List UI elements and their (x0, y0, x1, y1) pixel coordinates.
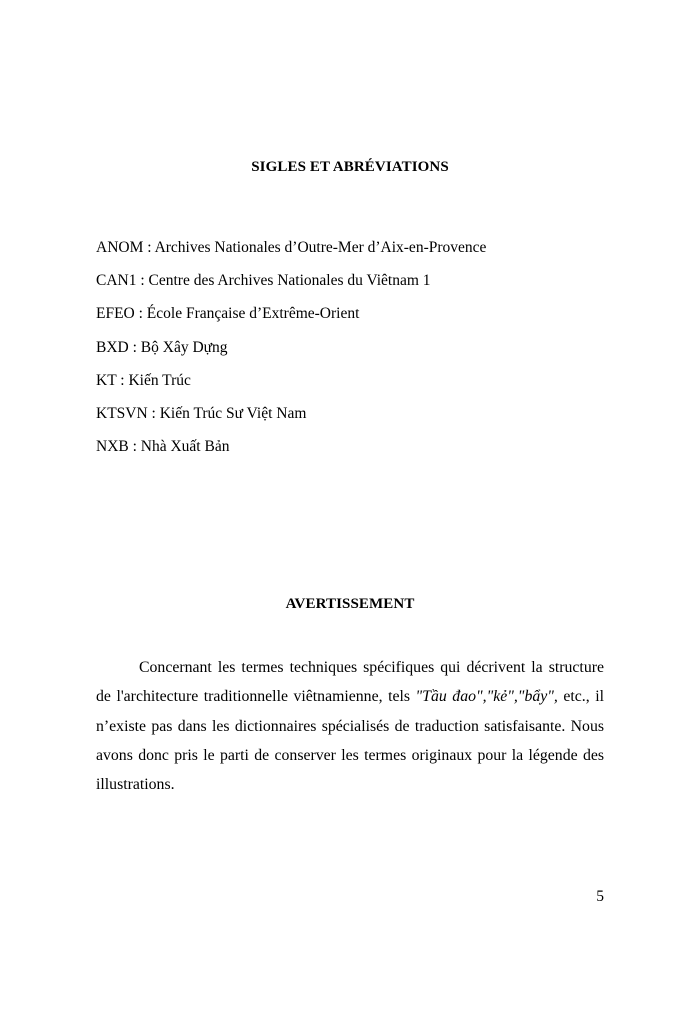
abbreviation-item-anom: ANOM : Archives Nationales d’Outre-Mer d’Aix-en-Provence (96, 239, 487, 256)
page-number: 5 (596, 888, 604, 905)
abbreviation-item-can1: CAN1 : Centre des Archives Nationales du Viêtnam 1 (96, 272, 431, 290)
avertissement-title: AVERTISSEMENT (285, 596, 415, 612)
sigles-title: SIGLES ET ABRÉVIATIONS (251, 159, 449, 175)
avertissement-paragraph (96, 653, 604, 799)
paragraph-text-before: Concernant les termes techniques spécifiques qui décrivent la structure de l'architecture traditionnelle viêtnamienne, tels (96, 659, 604, 706)
abbreviation-item-ktsvn: KTSVN : Kiến Trúc Sư Việt Nam (96, 404, 307, 422)
abbreviation-list (96, 238, 486, 470)
abbreviation-item-efeo: EFEO : École Française d’Extrême-Orient (96, 305, 360, 323)
abbreviation-item-kt: KT : Kiến Trúc (96, 371, 191, 389)
abbreviation-item-bxd: BXD : Bộ Xây Dựng (96, 338, 228, 356)
paragraph-text-after: etc., il n’existe pas dans les dictionnaires spécialisés de traduction satisfaisante. Nous avons donc pris le parti de conserver les termes originaux pour la légende des illustrations. (96, 688, 604, 794)
abbreviation-item-nxb: NXB : Nhà Xuất Bản (96, 438, 230, 456)
vietnamese-terms: "Tầu đao","kẻ","bẩy", (415, 688, 558, 706)
